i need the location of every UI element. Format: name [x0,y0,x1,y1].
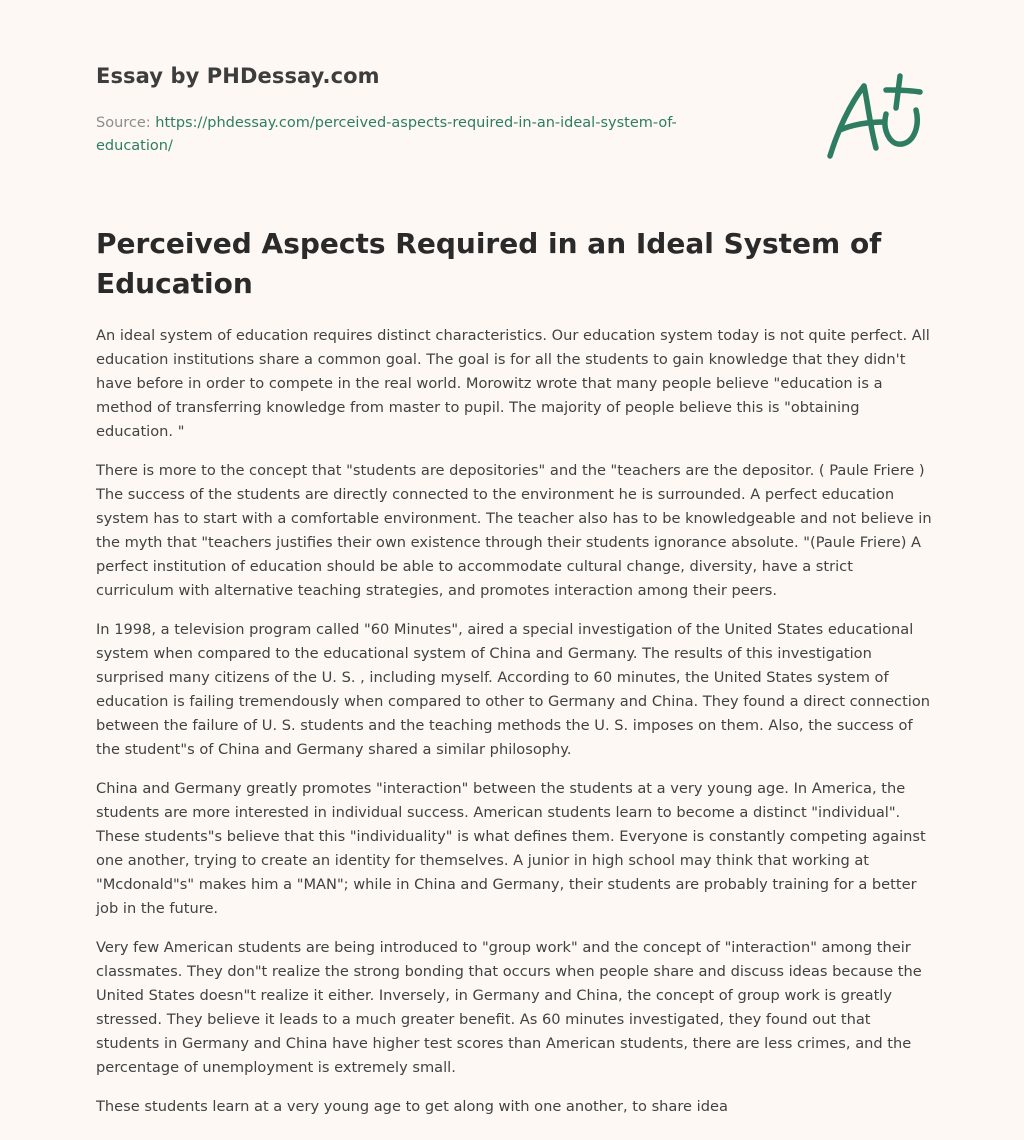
a-plus-logo-icon [820,68,930,168]
site-brand: Essay by PHDessay.com [96,64,380,88]
article-body [96,324,932,1134]
article-title: Perceived Aspects Required in an Ideal System of Education [96,227,882,300]
source-line [96,112,736,158]
article-paragraph: In 1998, a television program called "60 Minutes", aired a special investigation of the United States educational system when compared to the educational system of China and Germany. The results of this investigation surprised many citizens of the U. S. , including myself. According to 60 minutes, the United States system of education is failing tremendously when compared to other to Germany and China. They found a direct connection between the failure of U. S. students and the teaching methods the U. S. imposes on them. Also, the success of the student"s of China and Germany shared a similar philosophy. [96,621,931,758]
source-label: Source: [96,115,156,131]
article-paragraph: China and Germany greatly promotes "interaction" between the students at a very young age. In America, the students are more interested in individual success. American students learn to become a distinct "individual". These students"s believe that this "individuality" is what defines them. Everyone is constantly competing against one another, trying to create an identity for themselves. A junior in high school may think that working at "Mcdonald"s" makes him a "MAN"; while in China and Germany, their students are probably training for a better job in the future. [96,780,926,917]
article-paragraph: There is more to the concept that "students are depositories" and the "teachers are the depositor. ( Paule Friere ) The success of the students are directly connected to the environment he is surrounded. A perfect education system has to start with a comfortable environment. The teacher also has to be knowledgeable and not believe in the myth that "teachers justifies their own existence through their students ignorance absolute. "(Paule Friere) A perfect institution of education should be able to accommodate cultural change, diversity, have a strict curriculum with alternative teaching strategies, and promotes interaction among their peers. [96,462,932,599]
article-paragraph: These students learn at a very young age to get along with one another, to share idea [96,1098,728,1115]
article-paragraph: An ideal system of education requires distinct characteristics. Our education system today is not quite perfect. All education institutions share a common goal. The goal is for all the students to gain knowledge that they didn't have before in order to compete in the real world. Morowitz wrote that many people believe "education is a method of transferring knowledge from master to pupil. The majority of people believe this is "obtaining education. " [96,327,930,440]
source-link[interactable]: https://phdessay.com/perceived-aspects-required-in-an-ideal-system-of-education/ [96,115,677,154]
article-paragraph: Very few American students are being introduced to "group work" and the concept of "interaction" among their classmates. They don"t realize the strong bonding that occurs when people share and discuss ideas because the United States doesn"t realize it either. Inversely, in Germany and China, the concept of group work is greatly stressed. They believe it leads to a much greater benefit. As 60 minutes investigated, they found out that students in Germany and China have higher test scores than American students, there are less crimes, and the percentage of unemployment is extremely small. [96,939,922,1076]
